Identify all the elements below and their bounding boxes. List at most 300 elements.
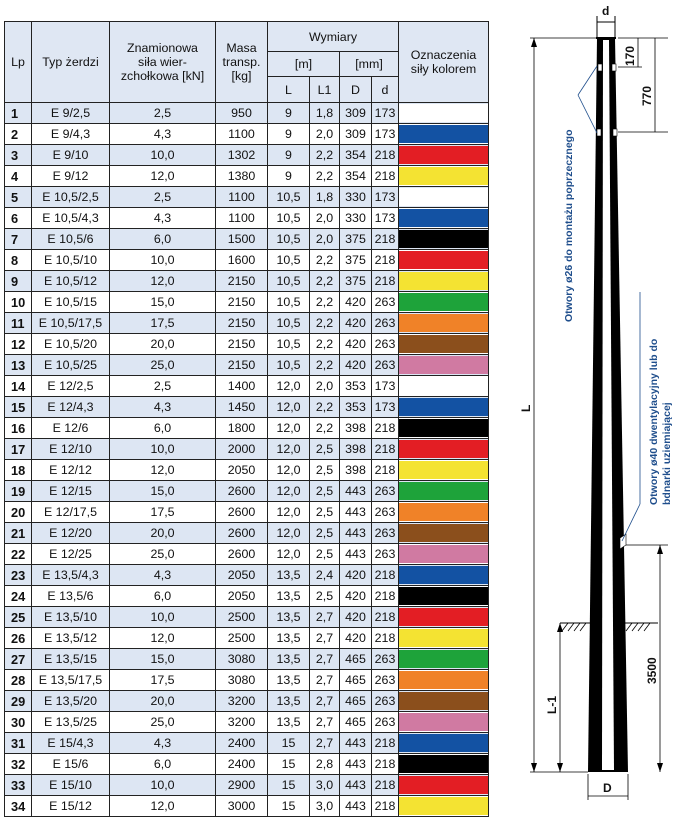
cell-type: E 12/15 <box>32 481 110 502</box>
cell-d: 218 <box>372 229 399 250</box>
cell-force: 10,0 <box>110 145 216 166</box>
header-color-line: siły kolorem <box>410 62 477 76</box>
header-mass-line: transp. <box>222 55 261 69</box>
cell-d: 173 <box>372 124 399 145</box>
cell-d: 420 <box>340 565 372 586</box>
cell-force: 17,5 <box>110 502 216 523</box>
cell-l: 10,5 <box>268 271 310 292</box>
cell-l1: 2,7 <box>310 607 340 628</box>
cell-mass: 1400 <box>216 376 268 397</box>
leader-line <box>622 504 640 541</box>
label-170: 170 <box>623 45 637 66</box>
label-3500: 3500 <box>645 657 659 684</box>
cell-lp: 14 <box>5 376 32 397</box>
cell-type: E 15/6 <box>32 754 110 775</box>
cell-lp: 16 <box>5 418 32 439</box>
cell-d: 173 <box>372 208 399 229</box>
cell-d: 218 <box>372 733 399 754</box>
arrow-head <box>531 38 537 47</box>
cell-type: E 10,5/25 <box>32 355 110 376</box>
cell-mass: 1100 <box>216 124 268 145</box>
cell-d: 398 <box>340 460 372 481</box>
cell-d: 263 <box>372 481 399 502</box>
cell-force: 17,5 <box>110 313 216 334</box>
cell-mass: 2500 <box>216 628 268 649</box>
cell-d: 443 <box>340 775 372 796</box>
cell-l: 9 <box>268 103 310 124</box>
cell-force: 4,3 <box>110 397 216 418</box>
cell-l1: 2,2 <box>310 145 340 166</box>
cell-type: E 13,5/6 <box>32 586 110 607</box>
header-col-L: L <box>268 77 310 103</box>
cell-l1: 2,2 <box>310 355 340 376</box>
cell-force: 2,5 <box>110 187 216 208</box>
cell-l1: 2,2 <box>310 166 340 187</box>
header-force-line: zchołkowa [kN] <box>120 69 205 83</box>
cell-d: 218 <box>372 754 399 775</box>
cell-l: 10,5 <box>268 292 310 313</box>
label-D: D <box>603 781 612 795</box>
cell-d: 218 <box>372 607 399 628</box>
cell-l1: 2,7 <box>310 712 340 733</box>
cell-l1: 2,2 <box>310 271 340 292</box>
cell-force: 20,0 <box>110 691 216 712</box>
cell-mass: 2000 <box>216 439 268 460</box>
cell-d: 443 <box>340 754 372 775</box>
cell-l: 15 <box>268 796 310 817</box>
cell-d: 263 <box>372 355 399 376</box>
cell-type: E 10,5/15 <box>32 292 110 313</box>
cell-d: 465 <box>340 649 372 670</box>
cell-force: 2,5 <box>110 376 216 397</box>
cell-l: 10,5 <box>268 355 310 376</box>
cell-mass: 2150 <box>216 334 268 355</box>
cell-d: 465 <box>340 712 372 733</box>
arrow-head <box>531 763 537 772</box>
cell-lp: 9 <box>5 271 32 292</box>
cell-l: 12,0 <box>268 439 310 460</box>
cell-l1: 2,5 <box>310 544 340 565</box>
cell-d: 263 <box>372 334 399 355</box>
cell-l: 12,0 <box>268 544 310 565</box>
cell-d: 263 <box>372 691 399 712</box>
note-holes-40-line1: Otwory ø40 dwentylacyjny lub do <box>648 338 660 505</box>
cell-force: 6,0 <box>110 418 216 439</box>
cell-d: 443 <box>340 481 372 502</box>
cell-d: 263 <box>372 649 399 670</box>
cell-force: 15,0 <box>110 292 216 313</box>
cell-l1: 2,5 <box>310 460 340 481</box>
cell-d: 263 <box>372 544 399 565</box>
mounting-hole <box>612 64 616 71</box>
cell-force: 10,0 <box>110 607 216 628</box>
cell-mass: 1100 <box>216 208 268 229</box>
cell-d: 173 <box>372 376 399 397</box>
cell-d: 465 <box>340 691 372 712</box>
cell-force: 6,0 <box>110 229 216 250</box>
cell-lp: 33 <box>5 775 32 796</box>
cell-l1: 2,2 <box>310 334 340 355</box>
cell-force: 12,0 <box>110 166 216 187</box>
cell-mass: 2150 <box>216 313 268 334</box>
cell-force: 25,0 <box>110 355 216 376</box>
cell-force: 12,0 <box>110 796 216 817</box>
cell-type: E 12/17,5 <box>32 502 110 523</box>
cell-type: E 13,5/20 <box>32 691 110 712</box>
header-force-line: Znamionowa <box>127 41 198 55</box>
cell-l: 13,5 <box>268 628 310 649</box>
cell-d: 354 <box>340 145 372 166</box>
cell-d: 420 <box>340 355 372 376</box>
cell-l1: 2,2 <box>310 397 340 418</box>
cell-mass: 1450 <box>216 397 268 418</box>
cell-lp: 10 <box>5 292 32 313</box>
cell-d: 218 <box>372 796 399 817</box>
cell-type: E 9/2,5 <box>32 103 110 124</box>
cell-l1: 2,8 <box>310 754 340 775</box>
cell-mass: 3200 <box>216 691 268 712</box>
cell-l1: 2,0 <box>310 208 340 229</box>
cell-l: 15 <box>268 775 310 796</box>
cell-l1: 2,0 <box>310 124 340 145</box>
cell-mass: 1500 <box>216 229 268 250</box>
cell-mass: 3080 <box>216 649 268 670</box>
cell-type: E 10,5/20 <box>32 334 110 355</box>
leader-line <box>578 95 597 133</box>
cell-l1: 1,8 <box>310 187 340 208</box>
cell-force: 10,0 <box>110 775 216 796</box>
cell-type: E 12/20 <box>32 523 110 544</box>
cell-force: 4,3 <box>110 565 216 586</box>
cell-l1: 2,5 <box>310 481 340 502</box>
cell-d: 263 <box>372 523 399 544</box>
cell-l1: 2,5 <box>310 586 340 607</box>
cell-l: 13,5 <box>268 586 310 607</box>
cell-d: 218 <box>372 460 399 481</box>
cell-lp: 1 <box>5 103 32 124</box>
cell-d: 443 <box>340 544 372 565</box>
cell-l: 9 <box>268 166 310 187</box>
cell-force: 25,0 <box>110 712 216 733</box>
cell-type: E 12/10 <box>32 439 110 460</box>
cell-d: 420 <box>340 292 372 313</box>
cell-lp: 19 <box>5 481 32 502</box>
cell-mass: 1100 <box>216 187 268 208</box>
cell-lp: 23 <box>5 565 32 586</box>
cell-mass: 2600 <box>216 544 268 565</box>
cell-type: E 10,5/12 <box>32 271 110 292</box>
header-col-d: d <box>372 77 399 103</box>
cell-l: 9 <box>268 124 310 145</box>
cell-d: 218 <box>372 271 399 292</box>
cell-l: 13,5 <box>268 670 310 691</box>
cell-d: 263 <box>372 502 399 523</box>
cell-mass: 2050 <box>216 565 268 586</box>
cell-lp: 2 <box>5 124 32 145</box>
cell-type: E 10,5/6 <box>32 229 110 250</box>
cell-l1: 2,5 <box>310 502 340 523</box>
cell-lp: 12 <box>5 334 32 355</box>
cell-type: E 13,5/25 <box>32 712 110 733</box>
cell-force: 4,3 <box>110 208 216 229</box>
cell-l1: 2,7 <box>310 649 340 670</box>
cell-lp: 25 <box>5 607 32 628</box>
cell-lp: 27 <box>5 649 32 670</box>
cell-lp: 29 <box>5 691 32 712</box>
header-unit-mm: [mm] <box>340 52 399 77</box>
cell-type: E 12/6 <box>32 418 110 439</box>
cell-lp: 21 <box>5 523 32 544</box>
cell-d: 420 <box>340 607 372 628</box>
cell-type: E 13,5/17,5 <box>32 670 110 691</box>
cell-mass: 2400 <box>216 754 268 775</box>
cell-lp: 11 <box>5 313 32 334</box>
header-col-D: D <box>340 77 372 103</box>
cell-mass: 2900 <box>216 775 268 796</box>
cell-lp: 20 <box>5 502 32 523</box>
cell-d: 218 <box>372 775 399 796</box>
cell-type: E 12/2,5 <box>32 376 110 397</box>
header-lp: Lp <box>5 22 32 103</box>
cell-lp: 32 <box>5 754 32 775</box>
cell-type: E 9/12 <box>32 166 110 187</box>
cell-l: 15 <box>268 754 310 775</box>
header-color-line: Oznaczenia <box>410 48 477 62</box>
cell-force: 15,0 <box>110 481 216 502</box>
cell-type: E 12/12 <box>32 460 110 481</box>
cell-l1: 3,0 <box>310 796 340 817</box>
cell-l: 12,0 <box>268 523 310 544</box>
cell-l1: 2,2 <box>310 292 340 313</box>
cell-lp: 3 <box>5 145 32 166</box>
cell-lp: 13 <box>5 355 32 376</box>
cell-d: 353 <box>340 397 372 418</box>
cell-d: 443 <box>340 796 372 817</box>
cell-l: 12,0 <box>268 418 310 439</box>
cell-d: 420 <box>340 334 372 355</box>
cell-d: 218 <box>372 166 399 187</box>
cell-force: 20,0 <box>110 334 216 355</box>
cell-d: 218 <box>372 250 399 271</box>
cell-mass: 3080 <box>216 670 268 691</box>
cell-lp: 8 <box>5 250 32 271</box>
header-col-L1: L1 <box>310 77 340 103</box>
cell-force: 12,0 <box>110 460 216 481</box>
cell-type: E 15/10 <box>32 775 110 796</box>
cell-d: 465 <box>340 670 372 691</box>
cell-d: 173 <box>372 103 399 124</box>
cell-d: 263 <box>372 313 399 334</box>
header-type: Typ żerdzi <box>32 22 110 103</box>
cell-l: 12,0 <box>268 460 310 481</box>
cell-d: 330 <box>340 187 372 208</box>
header-unit-m: [m] <box>268 52 340 77</box>
cell-d: 375 <box>340 271 372 292</box>
cell-lp: 34 <box>5 796 32 817</box>
cell-mass: 2600 <box>216 481 268 502</box>
cell-type: E 13,5/12 <box>32 628 110 649</box>
cell-type: E 15/12 <box>32 796 110 817</box>
cell-type: E 13,5/15 <box>32 649 110 670</box>
cell-force: 15,0 <box>110 649 216 670</box>
cell-l: 9 <box>268 145 310 166</box>
cell-l1: 2,7 <box>310 733 340 754</box>
header-dimensions: Wymiary <box>268 22 399 52</box>
cell-l1: 2,5 <box>310 439 340 460</box>
mounting-hole <box>597 129 601 136</box>
label-L1: L-1 <box>545 696 559 714</box>
cell-l: 10,5 <box>268 250 310 271</box>
cell-d: 309 <box>340 124 372 145</box>
cell-type: E 13,5/4,3 <box>32 565 110 586</box>
cell-mass: 1380 <box>216 166 268 187</box>
cell-lp: 24 <box>5 586 32 607</box>
cell-d: 263 <box>372 712 399 733</box>
mounting-hole <box>613 129 617 136</box>
cell-lp: 28 <box>5 670 32 691</box>
cell-l: 10,5 <box>268 187 310 208</box>
cell-lp: 5 <box>5 187 32 208</box>
cell-type: E 10,5/4,3 <box>32 208 110 229</box>
arrow-head <box>657 545 663 554</box>
cell-l: 10,5 <box>268 313 310 334</box>
cell-type: E 10,5/2,5 <box>32 187 110 208</box>
cell-mass: 2150 <box>216 355 268 376</box>
cell-mass: 3000 <box>216 796 268 817</box>
cell-d: 173 <box>372 397 399 418</box>
cell-d: 443 <box>340 523 372 544</box>
cell-l: 12,0 <box>268 397 310 418</box>
note-holes-26: Otwory ø26 do montażu poprzecznego <box>563 129 575 322</box>
cell-d: 263 <box>372 292 399 313</box>
cell-l: 13,5 <box>268 649 310 670</box>
cell-l1: 2,0 <box>310 376 340 397</box>
cell-l: 13,5 <box>268 565 310 586</box>
cell-l: 10,5 <box>268 208 310 229</box>
cell-force: 25,0 <box>110 544 216 565</box>
arrow-head <box>557 763 563 772</box>
cell-type: E 9/4,3 <box>32 124 110 145</box>
cell-d: 218 <box>372 586 399 607</box>
cell-d: 443 <box>340 733 372 754</box>
cell-mass: 950 <box>216 103 268 124</box>
cell-mass: 2150 <box>216 271 268 292</box>
cell-l1: 2,7 <box>310 670 340 691</box>
cell-l: 12,0 <box>268 502 310 523</box>
cell-d: 218 <box>372 145 399 166</box>
cell-d: 354 <box>340 166 372 187</box>
cell-force: 17,5 <box>110 670 216 691</box>
cell-d: 420 <box>340 628 372 649</box>
cell-l1: 2,5 <box>310 523 340 544</box>
cell-l: 10,5 <box>268 334 310 355</box>
note-holes-40-line2: bdnarki uziemiającej <box>661 402 673 505</box>
cell-l: 12,0 <box>268 376 310 397</box>
cell-force: 4,3 <box>110 733 216 754</box>
label-770: 770 <box>640 85 654 106</box>
arrow-head <box>557 623 563 632</box>
cell-l1: 2,2 <box>310 418 340 439</box>
cell-force: 10,0 <box>110 439 216 460</box>
cell-l1: 2,4 <box>310 565 340 586</box>
cell-lp: 22 <box>5 544 32 565</box>
cell-type: E 12/4,3 <box>32 397 110 418</box>
cell-lp: 26 <box>5 628 32 649</box>
arrow-head <box>657 763 663 772</box>
cell-force: 6,0 <box>110 586 216 607</box>
cell-mass: 2150 <box>216 292 268 313</box>
leader-line <box>578 66 597 95</box>
cell-mass: 3200 <box>216 712 268 733</box>
cell-lp: 17 <box>5 439 32 460</box>
cell-lp: 15 <box>5 397 32 418</box>
header-mass-line: Masa <box>226 41 257 55</box>
cell-mass: 2500 <box>216 607 268 628</box>
cell-l1: 2,2 <box>310 250 340 271</box>
cell-force: 2,5 <box>110 103 216 124</box>
cell-l1: 2,2 <box>310 313 340 334</box>
cell-l: 13,5 <box>268 691 310 712</box>
cell-force: 4,3 <box>110 124 216 145</box>
cell-mass: 1800 <box>216 418 268 439</box>
cell-d: 218 <box>372 628 399 649</box>
cell-type: E 15/4,3 <box>32 733 110 754</box>
cell-d: 353 <box>340 376 372 397</box>
cell-lp: 31 <box>5 733 32 754</box>
cell-d: 398 <box>340 439 372 460</box>
label-L: L <box>519 404 533 412</box>
cell-d: 398 <box>340 418 372 439</box>
cell-d: 173 <box>372 187 399 208</box>
cell-l1: 2,7 <box>310 691 340 712</box>
cell-mass: 1302 <box>216 145 268 166</box>
cell-d: 375 <box>340 229 372 250</box>
mounting-hole <box>598 64 602 71</box>
cell-lp: 30 <box>5 712 32 733</box>
cell-type: E 10,5/17,5 <box>32 313 110 334</box>
cell-d: 218 <box>372 418 399 439</box>
cell-l: 10,5 <box>268 229 310 250</box>
cell-mass: 2050 <box>216 586 268 607</box>
cell-lp: 18 <box>5 460 32 481</box>
cell-mass: 2600 <box>216 523 268 544</box>
label-d: d <box>602 4 610 18</box>
header-force-line: siła wier- <box>138 55 187 69</box>
cell-l: 12,0 <box>268 481 310 502</box>
cell-force: 10,0 <box>110 250 216 271</box>
cell-l: 13,5 <box>268 607 310 628</box>
cell-lp: 6 <box>5 208 32 229</box>
cell-force: 20,0 <box>110 523 216 544</box>
cell-force: 12,0 <box>110 628 216 649</box>
cell-l1: 2,0 <box>310 229 340 250</box>
cell-mass: 1600 <box>216 250 268 271</box>
cell-d: 263 <box>372 670 399 691</box>
cell-type: E 10,5/10 <box>32 250 110 271</box>
header-mass-line: [kg] <box>231 69 252 83</box>
cell-type: E 9/10 <box>32 145 110 166</box>
cell-d: 330 <box>340 208 372 229</box>
cell-d: 309 <box>340 103 372 124</box>
cell-l1: 2,7 <box>310 628 340 649</box>
cell-force: 6,0 <box>110 754 216 775</box>
cell-mass: 2400 <box>216 733 268 754</box>
cell-lp: 4 <box>5 166 32 187</box>
cell-mass: 2600 <box>216 502 268 523</box>
cell-l1: 3,0 <box>310 775 340 796</box>
cell-mass: 2050 <box>216 460 268 481</box>
cell-type: E 12/25 <box>32 544 110 565</box>
